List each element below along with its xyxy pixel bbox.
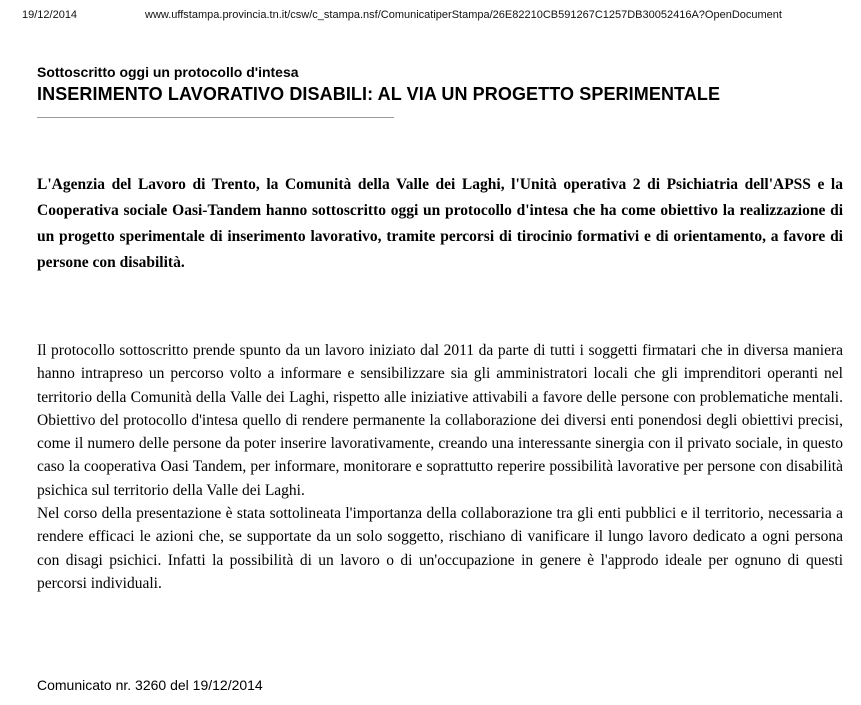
- body-paragraph: Il protocollo sottoscritto prende spunto da un lavoro iniziato dal 2011 da parte di tutti i soggetti firmatari che in diversa maniera hanno intrapreso un percorso volto a informare e sensibilizzare sia gli amministratori locali che gli imprenditori operanti nel territorio della Comunità della Valle dei Laghi, rispetto alle iniziative attivabili a favore delle persone con problematiche mentali. Obiettivo del protocollo d'intesa quello di rendere permanente la collaborazione dei diversi enti ponendosi degli obiettivi precisi, come il numero delle persone da poter inserire lavorativamente, creando una interessante sinergia con il privato sociale, in questo caso la cooperativa Oasi Tandem, per informare, monitorare e soprattutto reperire possibilità lavorative per persone con disabilità psichica sul territorio della Valle dei Laghi.: [37, 342, 843, 499]
- article-body: [37, 339, 843, 595]
- title-divider: [37, 117, 394, 118]
- article-lead: L'Agenzia del Lavoro di Trento, la Comunità della Valle dei Laghi, l'Unità operativa 2 di Psichiatria dell'APSS e la Cooperativa sociale Oasi-Tandem hanno sottoscritto oggi un protocollo d'intesa che ha come obiettivo la realizzazione di un progetto sperimentale di inserimento lavorativo, tramite percorsi di tirocinio formativi e di orientamento, a favore di persone con disabilità.: [37, 176, 843, 271]
- print-header: [0, 9, 861, 25]
- article-kicker: Sottoscritto oggi un protocollo d'intesa: [37, 64, 299, 80]
- body-paragraph: Nel corso della presentazione è stata sottolineata l'importanza della collaborazione tra gli enti pubblici e il territorio, necessaria a rendere efficaci le azioni che, se supportate da un solo soggetto, rischiano di vanificare il lungo lavoro dedicato a ogni persona con disagi psichici. Infatti la possibilità di un lavoro o di un'occupazione in genere è l'approdo ideale per ognuno di questi percorsi individuali.: [37, 505, 843, 592]
- article-headline: INSERIMENTO LAVORATIVO DISABILI: AL VIA UN PROGETTO SPERIMENTALE: [37, 84, 721, 104]
- print-date: 19/12/2014: [22, 9, 78, 21]
- print-url: www.uffstampa.provincia.tn.it/csw/c_stampa.nsf/ComunicatiperStampa/26E82210CB591267C1257DB30052416A?OpenDocument: [145, 9, 782, 21]
- press-release-number: Comunicato nr. 3260 del 19/12/2014: [37, 677, 263, 693]
